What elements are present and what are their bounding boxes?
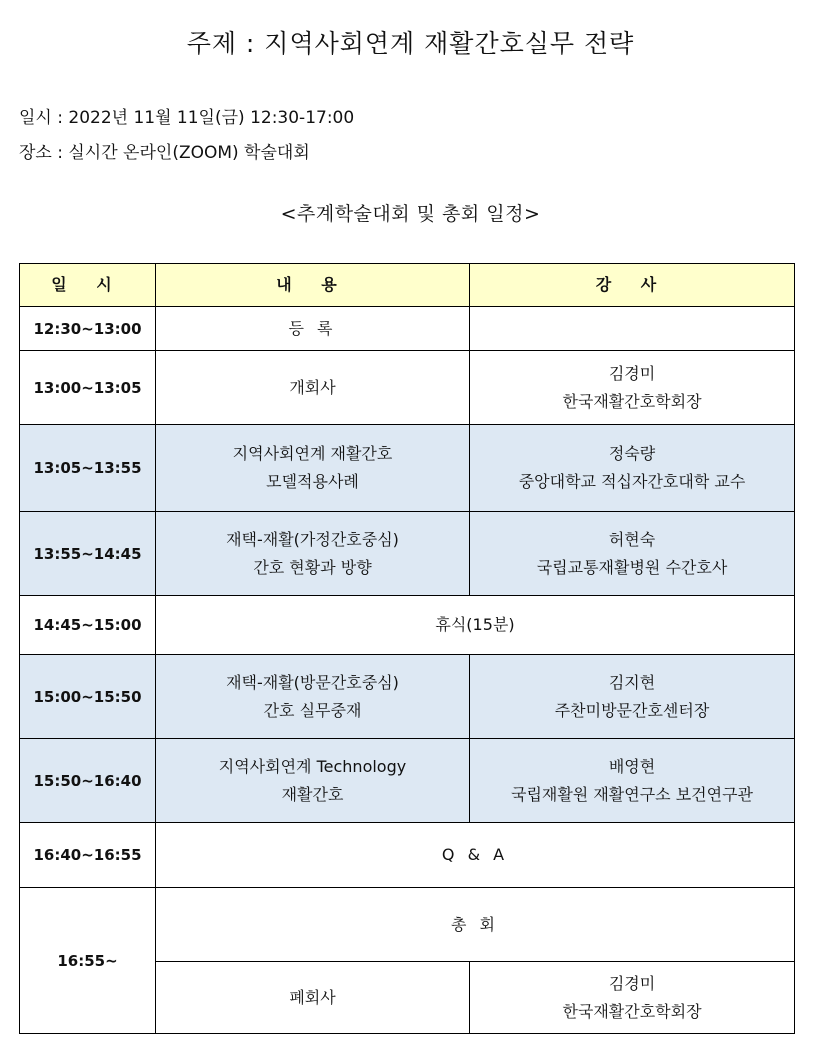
content-cell: 휴식(15분) (156, 596, 795, 655)
table-row (20, 888, 795, 962)
speaker-cell (470, 739, 795, 823)
content-cell: 개회사 (156, 351, 470, 425)
table-header-row (20, 264, 795, 307)
content-cell: 폐회사 (156, 962, 470, 1034)
header-time: 일 시 (20, 264, 156, 307)
time-cell: 12:30~13:00 (20, 307, 156, 351)
speaker-name: 김지현 (608, 672, 656, 692)
speaker-name: 배영현 (608, 756, 656, 776)
event-date: 일시 : 2022년 11월 11일(금) 12:30-17:00 (19, 108, 355, 128)
table-row (20, 307, 795, 351)
speaker-affiliation: 주찬미방문간호센터장 (554, 700, 710, 720)
speaker-name: 김경미 (608, 363, 656, 383)
table-row (20, 596, 795, 655)
speaker-cell (470, 425, 795, 512)
content-cell: 등 록 (156, 307, 470, 351)
table-row (20, 512, 795, 596)
time-cell: 16:40~16:55 (20, 823, 156, 888)
speaker-name: 정숙량 (608, 444, 656, 463)
content-cell: 총 회 (156, 888, 795, 962)
speaker-affiliation: 중앙대학교 적십자간호대학 교수 (518, 472, 746, 491)
content-cell: 재택-재활(방문간호중심) 간호 실무중재 (156, 655, 470, 739)
header-content: 내 용 (156, 264, 470, 307)
table-row (20, 425, 795, 512)
time-cell: 13:00~13:05 (20, 351, 156, 425)
event-place: 장소 : 실시간 온라인(ZOOM) 학술대회 (19, 143, 310, 163)
table-row (20, 823, 795, 888)
schedule-table (19, 263, 795, 1034)
schedule-subtitle: <추계학술대회 및 총회 일정> (280, 203, 541, 225)
time-cell: 13:05~13:55 (20, 425, 156, 512)
speaker-affiliation: 국립재활원 재활연구소 보건연구관 (510, 784, 753, 804)
table-row (20, 739, 795, 823)
content-cell: 지역사회연계 재활간호 모델적용사례 (156, 425, 470, 512)
content-cell: 지역사회연계 Technology 재활간호 (156, 739, 470, 823)
content-cell: 재택-재활(가정간호중심) 간호 현황과 방향 (156, 512, 470, 596)
page-title: 주제 : 지역사회연계 재활간호실무 전략 (186, 29, 635, 58)
speaker-cell (470, 307, 795, 351)
speaker-cell (470, 512, 795, 596)
time-cell: 15:50~16:40 (20, 739, 156, 823)
speaker-affiliation: 국립교통재활병원 수간호사 (536, 557, 728, 577)
table-row (20, 655, 795, 739)
speaker-cell (470, 962, 795, 1034)
speaker-cell (470, 655, 795, 739)
speaker-name: 허현숙 (608, 529, 656, 549)
time-cell: 15:00~15:50 (20, 655, 156, 739)
speaker-affiliation: 한국재활간호학회장 (562, 1001, 702, 1021)
speaker-name: 김경미 (608, 973, 656, 993)
speaker-affiliation: 한국재활간호학회장 (562, 391, 702, 411)
time-cell: 14:45~15:00 (20, 596, 156, 655)
table-row (20, 351, 795, 425)
time-cell: 13:55~14:45 (20, 512, 156, 596)
header-speaker: 강 사 (470, 264, 795, 307)
speaker-cell (470, 351, 795, 425)
content-cell: Q & A (156, 823, 795, 888)
time-cell: 16:55~ (20, 888, 156, 1034)
